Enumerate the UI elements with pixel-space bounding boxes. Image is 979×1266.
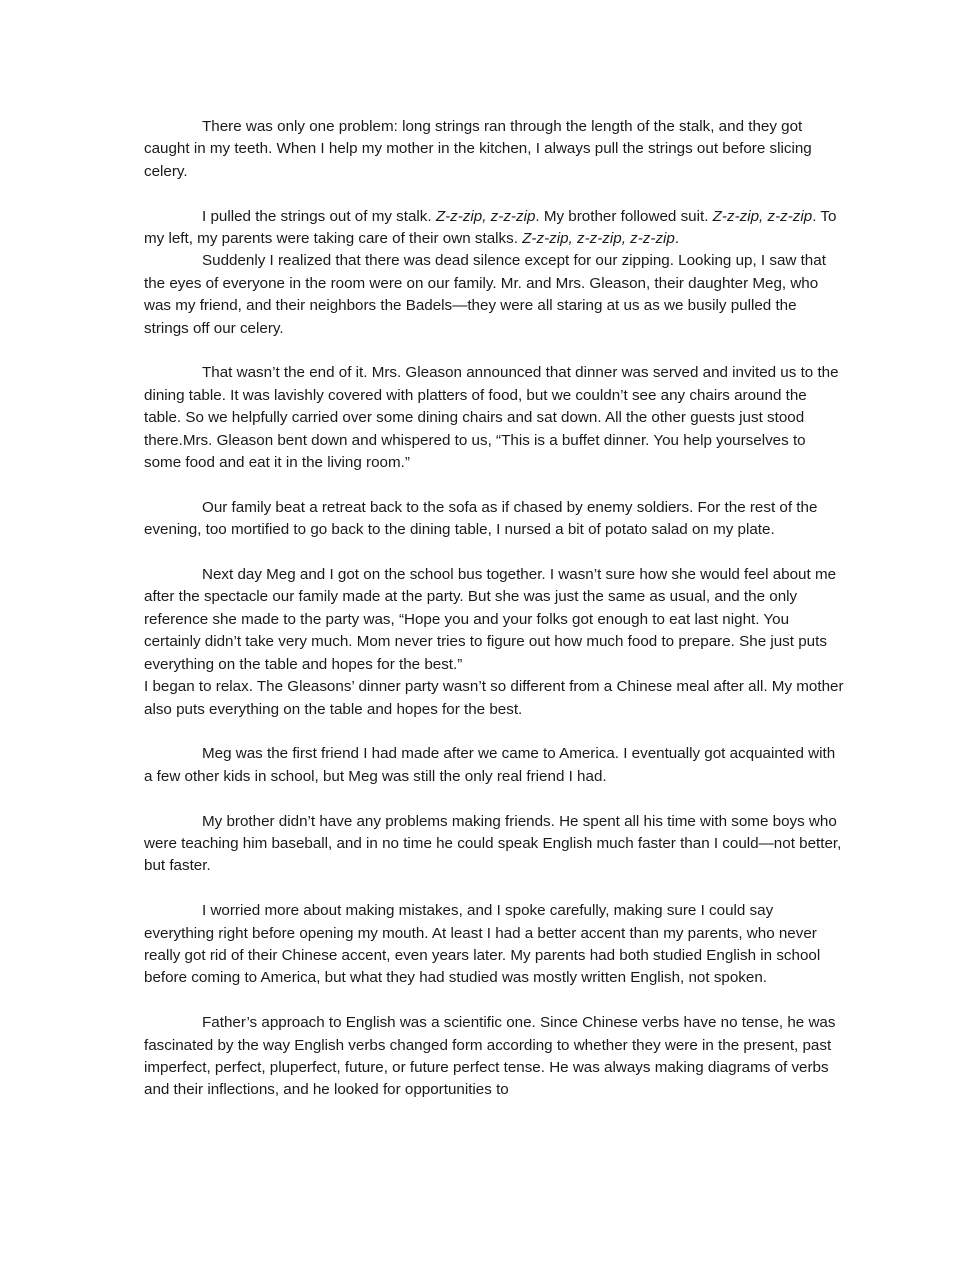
paragraph-text: . To my left, my parents were taking care of their own stalks. <box>144 207 837 248</box>
paragraph-text: . <box>674 230 680 248</box>
paragraph <box>144 564 844 676</box>
italic-sound-effect: Z-z-zip, z-z-zip <box>435 207 536 225</box>
paragraph <box>144 116 844 183</box>
paragraph-text: Next day Meg and I got on the school bus together. I wasn’t sure how she would feel about me after the spectacle our family made at the party. But she was just the same as usual, and the only reference she made to the party was, “Hope you and your folks got enough to eat last night. You certainly didn’t take very much. Mom never tries to figure out how much food to prepare. She just puts everything on the table and hopes for the best.” <box>144 566 837 673</box>
paragraph-text: . My brother followed suit. <box>535 207 713 225</box>
paragraph-text: Father’s approach to English was a scientific one. Since Chinese verbs have no tense, he was fascinated by the way English verbs changed form according to whether they were in the present, past imperfect, perfect, pluperfect, future, or future perfect tense. He was always making diagrams of verbs and their inflections, and he looked for opportunities to <box>144 1014 836 1099</box>
paragraph-text: Meg was the first friend I had made after we came to America. I eventually got acquainted with a few other kids in school, but Meg was still the only real friend I had. <box>144 745 836 785</box>
italic-sound-effect: Z-z-zip, z-z-zip, z-z-zip <box>522 230 675 248</box>
paragraph-text: There was only one problem: long strings ran through the length of the stalk, and they got caught in my teeth. When I help my mother in the kitchen, I always pull the strings out before slicing celery. <box>144 118 812 180</box>
paragraph <box>144 497 844 542</box>
paragraph <box>144 743 844 788</box>
paragraph <box>144 206 844 251</box>
paragraph-text: Our family beat a retreat back to the sofa as if chased by enemy soldiers. For the rest of the evening, too mortified to go back to the dining table, I nursed a bit of potato salad on my plate. <box>144 498 818 539</box>
paragraph-text: My brother didn’t have any problems making friends. He spent all his time with some boys who were teaching him baseball, and in no time he could speak English much faster than I could—not better, but faster. <box>144 812 842 875</box>
paragraph-text: Suddenly I realized that there was dead silence except for our zipping. Looking up, I saw that the eyes of everyone in the room were on our family. Mr. and Mrs. Gleason, their daughter Meg, who was my friend, and their neighbors the Badels—they were all staring at us as we busily pulled the strings off our celery. <box>144 252 826 337</box>
paragraph <box>144 1012 844 1102</box>
paragraph <box>144 250 844 340</box>
paragraph-text: I worried more about making mistakes, and I spoke carefully, making sure I could say everything right before opening my mouth. At least I had a better accent than my parents, who never really got rid of their Chinese accent, even years later. My parents had both studied English in school before coming to America, but what they had studied was mostly written English, not spoken. <box>144 902 821 987</box>
paragraph-text: I began to relax. The Gleasons’ dinner party wasn’t so different from a Chinese meal after all. My mother also puts everything on the table and hopes for the best. <box>144 678 844 718</box>
paragraph <box>144 362 844 474</box>
paragraph-text: I pulled the strings out of my stalk. <box>202 207 436 225</box>
paragraph-text: That wasn’t the end of it. Mrs. Gleason announced that dinner was served and invited us to the dining table. It was lavishly covered with platters of food, but we couldn’t see any chairs around the table. So we helpfully carried over some dining chairs and sat down. All the other guests just stood there.Mrs. Gleason bent down and whispered to us, “This is a buffet dinner. You help yourselves to some food and eat it in the living room.” <box>144 364 839 472</box>
paragraph <box>144 676 844 721</box>
document-body <box>144 116 844 1102</box>
paragraph <box>144 811 844 878</box>
italic-sound-effect: Z-z-zip, z-z-zip <box>712 207 813 225</box>
paragraph <box>144 900 844 990</box>
